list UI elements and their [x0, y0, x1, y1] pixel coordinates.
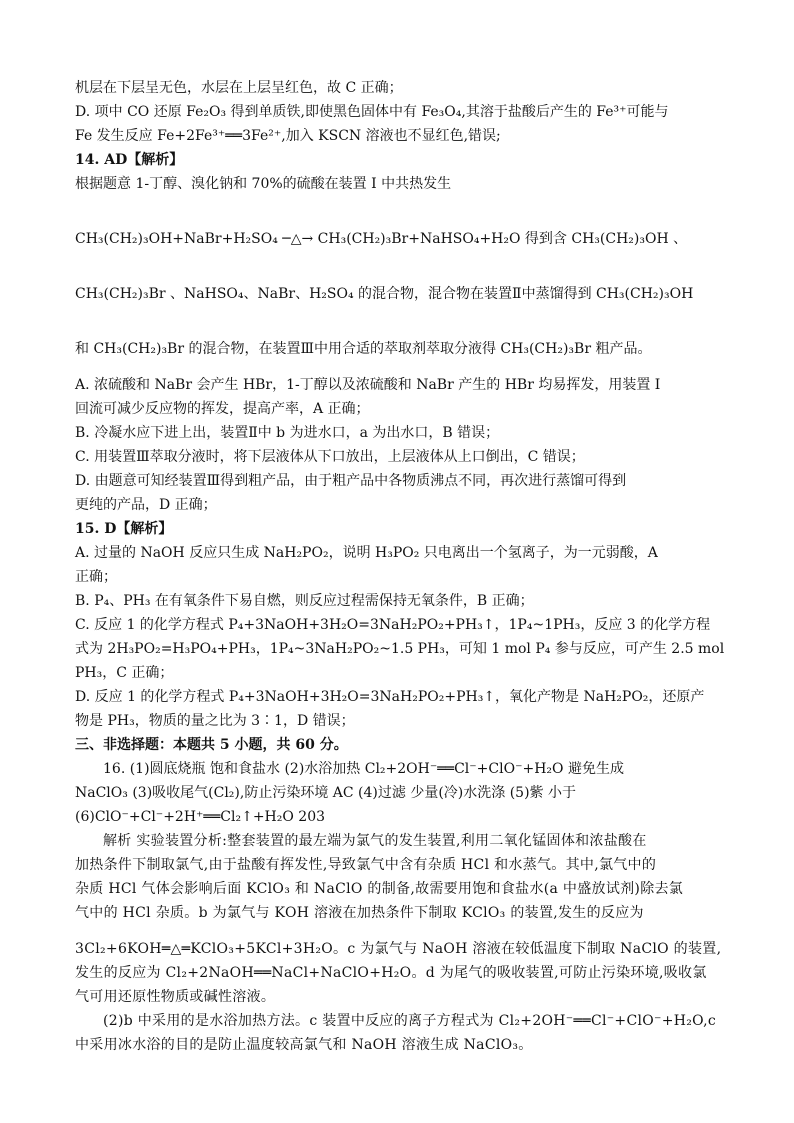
text-line: PH₃，C 正确；: [75, 665, 174, 681]
option-a: A. 浓硫酸和 NaBr 会产生 HBr，1-丁醇以及浓硫酸和 NaBr 产生的 HBr 均易挥发，用装置 I: [75, 377, 661, 393]
text-line: (6)ClO⁻+Cl⁻+2H⁺══Cl₂↑+H₂O 203: [75, 809, 326, 825]
option-d: D. 由题意可知经装置Ⅲ得到粗产品，由于粗产品中各物质沸点不同，再次进行蒸馏可得到: [75, 473, 627, 489]
equation-line: CH₃(CH₂)₃OH+NaBr+H₂SO₄ ─△→ CH₃(CH₂)₃Br+NaHSO₄+H₂O 得到含 CH₃(CH₂)₃OH 、: [75, 231, 688, 247]
text-line: NaClO₃ (3)吸收尾气(Cl₂),防止污染环境 AC (4)过滤 少量(冷)水洗涤 (5)紫 小于: [75, 785, 576, 801]
option-b: B. 冷凝水应下进上出，装置Ⅱ中 b 为进水口，a 为出水口，B 错误；: [75, 425, 500, 441]
section-heading: 三、非选择题：本题共 5 小题，共 60 分。: [75, 737, 348, 753]
analysis-line: 3Cl₂+6KOH═△═KClO₃+5KCl+3H₂O。c 为氯气与 NaOH 溶液在较低温度下制取 NaClO 的装置,: [75, 941, 722, 957]
text-line: 物是 PH₃，物质的量之比为 3∶1，D 错误；: [75, 713, 355, 729]
text-line: Fe 发生反应 Fe+2Fe³⁺══3Fe²⁺,加入 KSCN 溶液也不显红色,错误;: [75, 128, 501, 144]
text-line: D. 项中 CO 还原 Fe₂O₃ 得到单质铁,即使黑色固体中有 Fe₃O₄,其溶于盐酸后产生的 Fe³⁺可能与: [75, 104, 669, 120]
analysis-line: 加热条件下制取氯气,由于盐酸有挥发性,导致氯气中含有杂质 HCl 和水蒸气。其中,氯气中的: [75, 857, 657, 873]
text-line: CH₃(CH₂)₃Br 、NaHSO₄、NaBr、H₂SO₄ 的混合物，混合物在装置Ⅱ中蒸馏得到 CH₃(CH₂)₃OH: [75, 286, 694, 302]
option-c: C. 反应 1 的化学方程式 P₄+3NaOH+3H₂O=3NaH₂PO₂+PH₃↑，1P₄~1PH₃，反应 3 的化学方程: [75, 617, 711, 633]
analysis-line: 中采用冰水浴的目的是防止温度较高氯气和 NaOH 溶液生成 NaClO₃。: [75, 1037, 533, 1053]
option-d: D. 反应 1 的化学方程式 P₄+3NaOH+3H₂O=3NaH₂PO₂+PH₃↑，氧化产物是 NaH₂PO₂，还原产: [75, 689, 705, 705]
analysis-line: 发生的反应为 Cl₂+2NaOH══NaCl+NaClO+H₂O。d 为尾气的吸收装置,可防止污染环境,吸收氯: [75, 965, 707, 981]
text-line: 更纯的产品，D 正确；: [75, 497, 217, 513]
text-line: 式为 2H₃PO₂=H₃PO₄+PH₃，1P₄~3NaH₂PO₂~1.5 PH₃，可知 1 mol P₄ 参与反应，可产生 2.5 mol: [75, 641, 725, 657]
text-line: 正确；: [75, 569, 117, 585]
question-16-answer: 16. (1)圆底烧瓶 饱和食盐水 (2)水浴加热 Cl₂+2OH⁻══Cl⁻+ClO⁻+H₂O 避免生成: [103, 761, 624, 777]
option-c: C. 用装置Ⅲ萃取分液时，将下层液体从下口放出，上层液体从上口倒出，C 错误；: [75, 449, 585, 465]
question-15-heading: 15. D【解析】: [75, 521, 173, 537]
analysis-line: 气可用还原性物质或碱性溶液。: [75, 989, 276, 1005]
text-line: 机层在下层呈无色，水层在上层呈红色，故 C 正确；: [75, 80, 403, 96]
question-14-heading: 14. AD【解析】: [75, 152, 184, 168]
analysis-line: (2)b 中采用的是水浴加热方法。c 装置中反应的离子方程式为 Cl₂+2OH⁻══Cl⁻+ClO⁻+H₂O,c: [103, 1013, 717, 1029]
analysis-line: 气中的 HCl 杂质。b 为氯气与 KOH 溶液在加热条件下制取 KClO₃ 的装置,发生的反应为: [75, 905, 644, 921]
option-b: B. P₄、PH₃ 在有氧条件下易自燃，则反应过程需保持无氧条件，B 正确；: [75, 593, 534, 609]
text-line: 和 CH₃(CH₂)₃Br 的混合物，在装置Ⅲ中用合适的萃取剂萃取分液得 CH₃(CH₂)₃Br 粗产品。: [75, 341, 652, 357]
analysis-line: 杂质 HCl 气体会影响后面 KClO₃ 和 NaClO 的制备,故需要用饱和食盐水(a 中盛放试剂)除去氯: [75, 881, 684, 897]
text-line: 回流可减少反应物的挥发，提高产率，A 正确；: [75, 401, 370, 417]
answer-document: [75, 76, 725, 1057]
option-a: A. 过量的 NaOH 反应只生成 NaH₂PO₂，说明 H₃PO₂ 只电离出一个氢离子，为一元弱酸，A: [75, 545, 658, 561]
analysis-line: 解析 实验装置分析:整套装置的最左端为氯气的发生装置,利用二氧化锰固体和浓盐酸在: [103, 833, 647, 849]
text-line: 根据题意 1-丁醇、溴化钠和 70%的硫酸在装置 I 中共热发生: [75, 176, 452, 192]
